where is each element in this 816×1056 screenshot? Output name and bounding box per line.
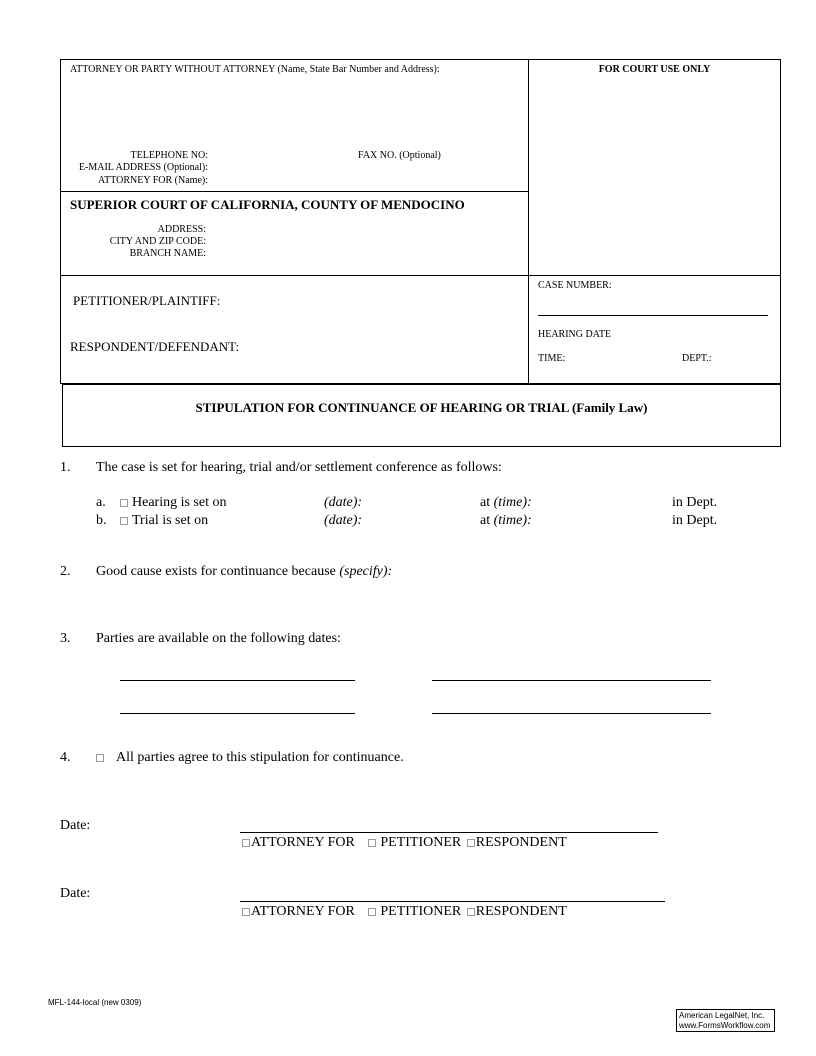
at-text: at	[480, 495, 491, 510]
item-2-number: 2.	[60, 564, 71, 579]
petitioner-checkbox-1[interactable]	[368, 839, 376, 847]
caption-divider-court	[60, 191, 528, 192]
item-2-text	[96, 564, 392, 580]
attorney-for-checkbox-2[interactable]	[242, 908, 250, 916]
agree-checkbox[interactable]	[96, 754, 104, 762]
court-address-label: ADDRESS:	[157, 224, 206, 235]
trial-date-field: (date):	[324, 513, 363, 528]
court-city-zip-label: CITY AND ZIP CODE:	[109, 236, 206, 247]
attorney-for-checkbox-1[interactable]	[242, 839, 250, 847]
caption-divider-vertical	[528, 59, 529, 384]
respondent-text: RESPONDENT	[475, 904, 567, 919]
item-1b-row	[120, 513, 208, 529]
item-1a-letter: a.	[96, 495, 106, 510]
respondent-checkbox-1[interactable]	[467, 839, 475, 847]
date-label-1: Date:	[60, 818, 91, 833]
at-text: at	[480, 513, 491, 528]
respondent-text: RESPONDENT	[475, 835, 567, 850]
hearing-text: Hearing is set on	[132, 495, 227, 510]
trial-checkbox[interactable]	[120, 517, 128, 525]
case-number-line[interactable]	[538, 315, 768, 316]
case-number-label: CASE NUMBER:	[538, 280, 612, 291]
attorney-for-label: ATTORNEY FOR (Name):	[98, 175, 208, 186]
publisher-box	[676, 1009, 775, 1032]
hearing-in-dept: in Dept.	[672, 495, 718, 510]
signature-role-row-1	[242, 835, 567, 851]
petitioner-text: PETITIONER	[380, 904, 462, 919]
trial-in-dept: in Dept.	[672, 513, 718, 528]
email-label: E-MAIL ADDRESS (Optional):	[78, 162, 208, 173]
trial-at	[480, 513, 532, 529]
court-branch-label: BRANCH NAME:	[129, 248, 206, 259]
item-3-text: Parties are available on the following dates:	[96, 631, 341, 646]
dept-label: DEPT.:	[682, 353, 712, 364]
court-name: SUPERIOR COURT OF CALIFORNIA, COUNTY OF MENDOCINO	[70, 197, 465, 212]
form-id: MFL-144-local (new 0309)	[48, 998, 142, 1007]
item-1-text: The case is set for hearing, trial and/or settlement conference as follows:	[96, 460, 502, 475]
attorney-for-text: ATTORNEY FOR	[251, 835, 355, 850]
time-text: (time):	[493, 513, 532, 528]
hearing-date-field: (date):	[324, 495, 363, 510]
respondent-checkbox-2[interactable]	[467, 908, 475, 916]
attorney-label: ATTORNEY OR PARTY WITHOUT ATTORNEY (Name, State Bar Number and Address):	[70, 64, 440, 75]
caption-divider-parties	[60, 275, 781, 276]
form-title: STIPULATION FOR CONTINUANCE OF HEARING OR TRIAL (Family Law)	[195, 400, 648, 415]
available-date-line-2[interactable]	[432, 680, 711, 681]
agree-text: All parties agree to this stipulation for continuance.	[116, 750, 404, 765]
publisher-name: American LegalNet, Inc.	[679, 1011, 765, 1020]
petitioner-label: PETITIONER/PLAINTIFF:	[73, 293, 221, 308]
item-1a-row	[120, 495, 226, 511]
date-label-2: Date:	[60, 886, 91, 901]
attorney-for-text: ATTORNEY FOR	[251, 904, 355, 919]
hearing-at	[480, 495, 532, 511]
item-1b-letter: b.	[96, 513, 107, 528]
respondent-label: RESPONDENT/DEFENDANT:	[70, 339, 240, 354]
fax-label: FAX NO. (Optional)	[358, 150, 441, 161]
petitioner-checkbox-2[interactable]	[368, 908, 376, 916]
available-date-line-3[interactable]	[120, 713, 355, 714]
telephone-label: TELEPHONE NO:	[130, 150, 208, 161]
item-3-number: 3.	[60, 631, 71, 646]
item-1-number: 1.	[60, 460, 71, 475]
available-date-line-1[interactable]	[120, 680, 355, 681]
petitioner-text: PETITIONER	[380, 835, 462, 850]
item-4-row	[96, 750, 404, 766]
available-date-line-4[interactable]	[432, 713, 711, 714]
item-4-number: 4.	[60, 750, 71, 765]
good-cause-text: Good cause exists for continuance because	[96, 564, 336, 579]
hearing-checkbox[interactable]	[120, 499, 128, 507]
signature-role-row-2	[242, 904, 567, 920]
trial-text: Trial is set on	[132, 513, 209, 528]
time-label: TIME:	[538, 353, 566, 364]
court-use-label: FOR COURT USE ONLY	[598, 64, 711, 75]
publisher-url: www.FormsWorkflow.com	[679, 1021, 771, 1030]
hearing-date-label: HEARING DATE	[538, 329, 612, 340]
time-text: (time):	[493, 495, 532, 510]
signature-line-1[interactable]	[240, 832, 658, 833]
specify-text: (specify):	[339, 564, 393, 579]
caption-box	[60, 59, 781, 384]
signature-line-2[interactable]	[240, 901, 665, 902]
